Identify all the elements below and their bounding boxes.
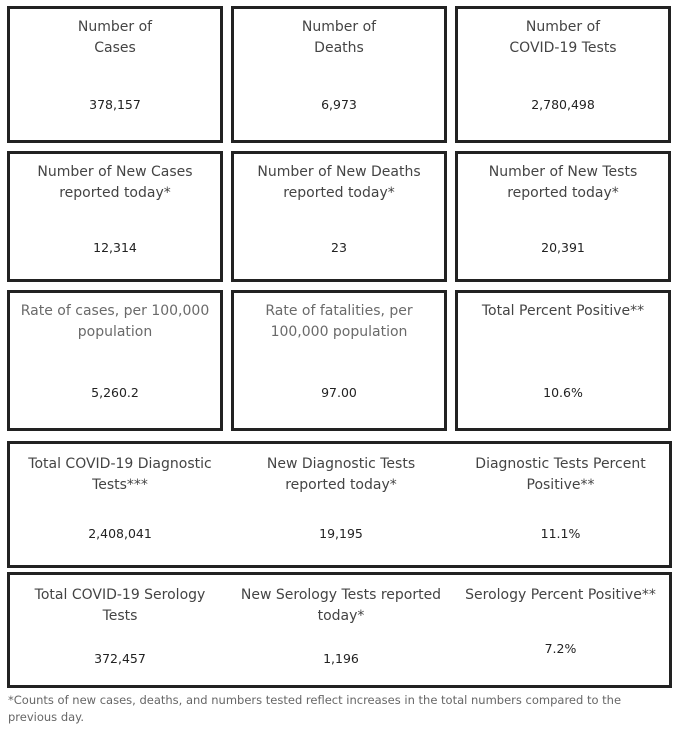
footnote: *Counts of new cases, deaths, and numbers tested reflect increases in the total numbers compared to the previous day. [8, 693, 622, 724]
serology-panel [7, 572, 672, 688]
case-rate-value: 5,260.2 [91, 385, 139, 400]
new-cases-value: 12,314 [93, 240, 137, 255]
fatality-rate-value: 97.00 [321, 385, 357, 400]
new-tests-card [455, 151, 671, 282]
deaths-label: Number of Deaths [301, 19, 377, 56]
diagnostic-positive-value: 11.1% [540, 526, 581, 541]
serology-new-label: New Serology Tests reported today* [240, 587, 442, 624]
deaths-card [231, 6, 447, 143]
serology-positive-label: Serology Percent Positive** [465, 587, 656, 603]
percent-positive-value: 10.6% [543, 385, 583, 400]
diagnostic-positive-label: Diagnostic Tests Percent Positive** [475, 456, 646, 493]
new-deaths-card [231, 151, 447, 282]
fatality-rate-card [231, 290, 447, 431]
cases-label: Number of Cases [77, 19, 153, 56]
serology-total-value: 372,457 [94, 651, 146, 666]
serology-new-value: 1,196 [323, 651, 359, 666]
new-tests-value: 20,391 [541, 240, 585, 255]
diagnostic-total-value: 2,408,041 [88, 526, 152, 541]
serology-positive-value: 7.2% [544, 641, 577, 656]
cases-card [7, 6, 223, 143]
percent-positive-label: Total Percent Positive** [481, 303, 645, 319]
serology-positive-cell [452, 575, 669, 685]
diagnostic-total-label: Total COVID-19 Diagnostic Tests*** [28, 456, 212, 493]
new-tests-label: Number of New Tests reported today* [488, 164, 638, 201]
new-deaths-value: 23 [331, 240, 347, 255]
tests-card [455, 6, 671, 143]
diagnostic-new-value: 19,195 [319, 526, 363, 541]
serology-new-cell [230, 575, 452, 685]
diagnostic-panel [7, 441, 672, 568]
new-cases-card [7, 151, 223, 282]
fatality-rate-label: Rate of fatalities, per 100,000 population [265, 303, 413, 340]
deaths-value: 6,973 [321, 97, 357, 112]
tests-label: Number of COVID-19 Tests [509, 19, 617, 56]
tests-value: 2,780,498 [531, 97, 595, 112]
diagnostic-new-cell [230, 444, 452, 565]
serology-total-label: Total COVID-19 Serology Tests [34, 587, 206, 624]
diagnostic-new-label: New Diagnostic Tests reported today* [266, 456, 416, 493]
diagnostic-positive-cell [452, 444, 669, 565]
cases-value: 378,157 [89, 97, 141, 112]
diagnostic-total-cell [10, 444, 230, 565]
percent-positive-card [455, 290, 671, 431]
case-rate-card [7, 290, 223, 431]
serology-total-cell [10, 575, 230, 685]
new-cases-label: Number of New Cases reported today* [37, 164, 193, 201]
case-rate-label: Rate of cases, per 100,000 population [20, 303, 210, 340]
new-deaths-label: Number of New Deaths reported today* [257, 164, 421, 201]
